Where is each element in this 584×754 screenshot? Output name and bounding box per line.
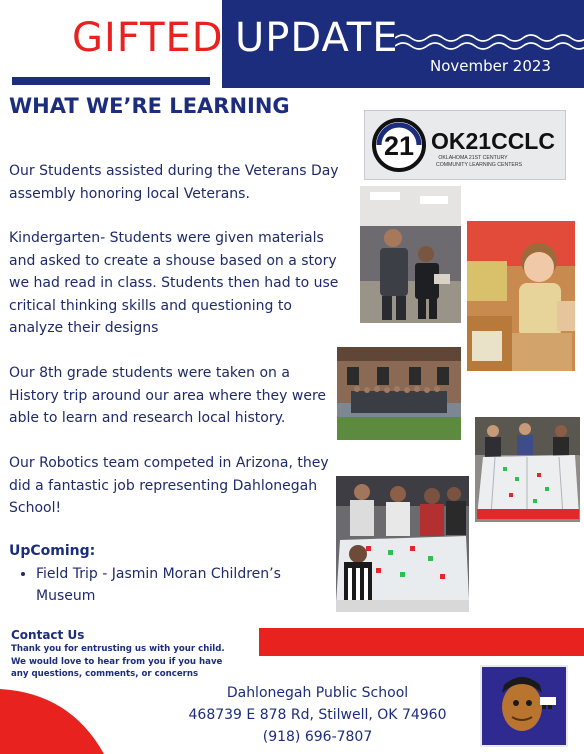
logo-name: OK21CCLC: [431, 128, 555, 154]
footer-red-corner-decoration: [0, 683, 120, 754]
wave-decoration: [395, 30, 584, 52]
paragraph-kindergarten: Kindergarten- Students were given materials and asked to create a shouse based on a story we had read in class. Students then had to use critical thinking skills and questioning to analyze their designs: [9, 230, 339, 336]
logo-graphic: [365, 111, 565, 179]
photo-history-trip: [337, 347, 461, 440]
logo-subtitle-2: COMMUNITY LEARNING CENTERS: [435, 162, 523, 168]
section-heading: WHAT WE’RE LEARNING: [9, 94, 290, 118]
paragraph-veterans-day: Our Students assisted during the Veterans Day assembly honoring local Veterans.: [9, 163, 339, 202]
photo-veterans-day: [360, 186, 461, 323]
upcoming-list: [20, 563, 326, 607]
title-update: UPDATE: [235, 15, 399, 61]
photo-robotics-team: [336, 476, 469, 612]
upcoming-heading: UpComing:: [9, 543, 96, 559]
photo-kindergarten: [467, 221, 575, 371]
logo-number: 21: [383, 131, 415, 161]
paragraph-robotics: Our Robotics team competed in Arizona, they did a fantastic job representing Dahlonegah School!: [9, 455, 329, 516]
contact-text: Thank you for entrusting us with your child. We would love to hear from you if you have any questions, comments, or concerns: [11, 644, 225, 679]
list-item: • Field Trip - Jasmin Moran Children’s Museum: [36, 563, 326, 607]
title-gifted: GIFTED: [72, 15, 224, 61]
school-phone[interactable]: (918) 696-7807: [262, 729, 373, 745]
photo-robotics-field: [475, 417, 580, 522]
logo-subtitle-1: OKLAHOMA 21ST CENTURY: [438, 155, 508, 161]
ok21cclc-logo: [364, 110, 566, 180]
header-underline-bar: [12, 77, 210, 85]
footer-red-bar: [259, 628, 584, 656]
school-name: Dahlonegah Public School: [226, 685, 409, 701]
paragraph-history-trip: Our 8th grade students were taken on a History trip around our area where they were able to learn and research local history.: [9, 365, 327, 426]
mascot-logo: [480, 665, 568, 747]
mascot-icon: [482, 667, 566, 745]
school-address: 468739 E 878 Rd, Stilwell, OK 74960: [188, 707, 447, 723]
contact-heading: Contact Us: [11, 628, 85, 642]
issue-date: November 2023: [430, 57, 551, 75]
